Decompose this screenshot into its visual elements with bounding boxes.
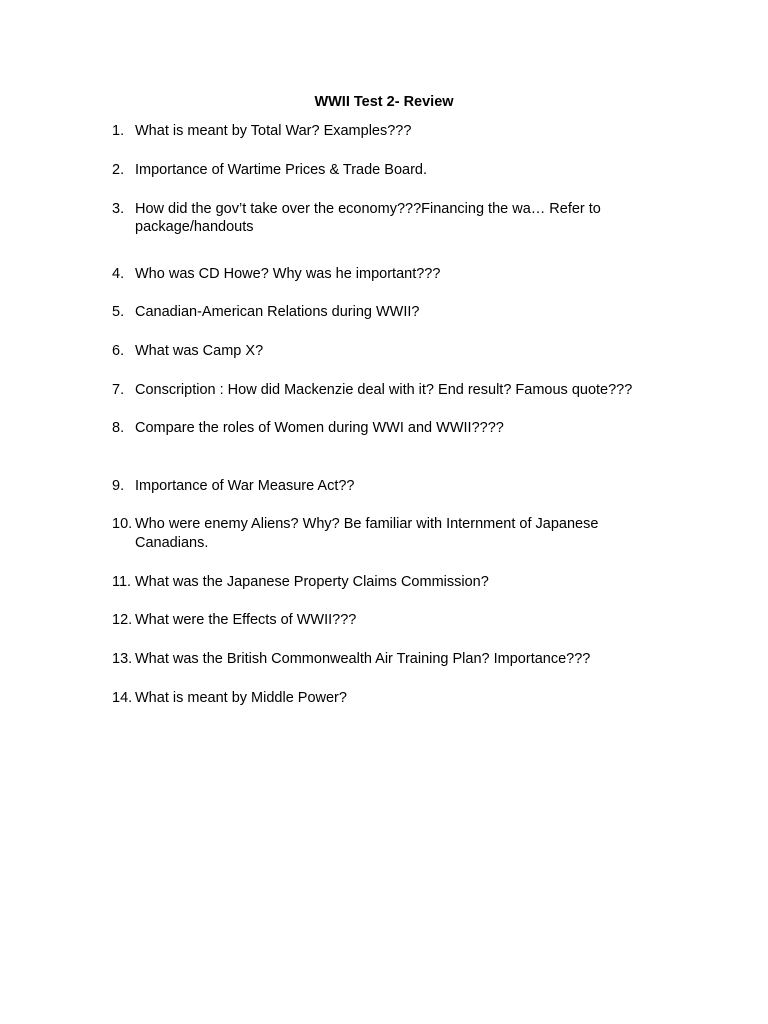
review-question-3 <box>112 200 672 236</box>
question-number: 14. <box>112 690 133 706</box>
document-title: WWII Test 2- Review <box>314 94 454 110</box>
review-question-9 <box>112 477 672 495</box>
question-line: Importance of Wartime Prices & Trade Board. <box>135 162 427 178</box>
question-number: 12. <box>112 612 133 628</box>
question-text <box>135 265 655 283</box>
review-question-13 <box>112 650 672 668</box>
question-line: package/handouts <box>135 219 254 235</box>
question-text <box>135 573 655 591</box>
question-number: 4. <box>112 266 125 282</box>
question-number: 7. <box>112 382 125 398</box>
question-line: What was the Japanese Property Claims Commission? <box>135 574 489 590</box>
question-number: 1. <box>112 123 125 139</box>
question-text <box>135 342 655 360</box>
question-text <box>135 161 655 179</box>
question-line: What is meant by Total War? Examples??? <box>135 123 412 139</box>
question-line: What was Camp X? <box>135 343 264 359</box>
question-number: 5. <box>112 304 125 320</box>
review-question-12 <box>112 611 672 629</box>
review-question-2 <box>112 161 672 179</box>
question-line: Canadians. <box>135 535 209 551</box>
question-text <box>135 477 655 495</box>
question-line: How did the gov’t take over the economy???Financing the wa… Refer to <box>135 201 601 217</box>
review-question-6 <box>112 342 672 360</box>
question-number: 3. <box>112 201 125 217</box>
question-text <box>135 515 655 552</box>
question-line: Importance of War Measure Act?? <box>135 478 355 494</box>
question-text <box>135 689 655 707</box>
question-text <box>135 303 655 321</box>
review-question-1 <box>112 122 672 140</box>
question-text <box>135 650 655 668</box>
review-question-5 <box>112 303 672 321</box>
question-text <box>135 419 655 437</box>
question-line: Who was CD Howe? Why was he important??? <box>135 266 441 282</box>
review-question-11 <box>112 573 672 591</box>
question-number: 10. <box>112 516 133 532</box>
review-question-8 <box>112 419 672 437</box>
question-number: 2. <box>112 162 125 178</box>
review-question-14 <box>112 689 672 707</box>
question-line: What was the British Commonwealth Air Training Plan? Importance??? <box>135 651 591 667</box>
question-number: 9. <box>112 478 125 494</box>
question-line: Who were enemy Aliens? Why? Be familiar with Internment of Japanese <box>135 516 599 532</box>
question-line: Compare the roles of Women during WWI and WWII???? <box>135 420 504 436</box>
question-line: Canadian-American Relations during WWII? <box>135 304 420 320</box>
question-line: What were the Effects of WWII??? <box>135 612 357 628</box>
question-line: Conscription : How did Mackenzie deal with it? End result? Famous quote??? <box>135 382 633 398</box>
question-text <box>135 200 655 236</box>
question-text <box>135 381 655 399</box>
review-question-7 <box>112 381 672 399</box>
review-question-4 <box>112 265 672 283</box>
question-number: 13. <box>112 651 133 667</box>
question-line: What is meant by Middle Power? <box>135 690 347 706</box>
question-number: 8. <box>112 420 125 436</box>
question-number: 6. <box>112 343 125 359</box>
question-text <box>135 611 655 629</box>
question-number: 11. <box>112 574 132 590</box>
question-text <box>135 122 655 140</box>
review-question-10 <box>112 515 672 552</box>
